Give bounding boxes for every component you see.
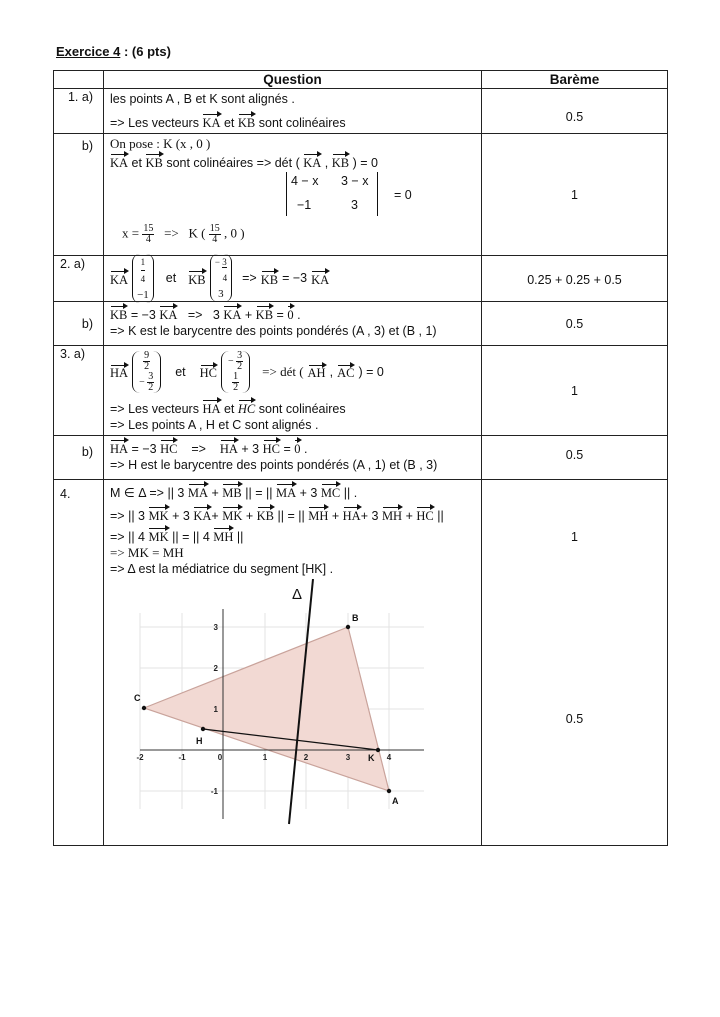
text: et <box>223 116 235 130</box>
vector-KA: KA <box>303 152 321 171</box>
text: , 0 ) <box>223 225 245 241</box>
row-1b <box>54 134 668 256</box>
text: ) = 0 <box>358 365 384 379</box>
question-cell <box>104 346 482 436</box>
entry: 4 <box>140 273 146 284</box>
text: || . <box>343 486 358 500</box>
points-cell: 0.5 <box>482 89 668 134</box>
denominator: 4 <box>222 273 228 283</box>
det-equals: = 0 <box>394 188 412 202</box>
vector-HC: HC <box>416 505 433 524</box>
x-tick: 0 <box>217 753 223 762</box>
arrow: => <box>242 271 257 285</box>
vector-AC: AC <box>337 363 354 381</box>
numerator: 3 <box>237 350 243 361</box>
arrow: => <box>164 225 179 241</box>
vector-MC: MC <box>321 482 340 501</box>
points-cell: 0.25 + 0.25 + 0.5 <box>482 256 668 302</box>
points-cell: 0.5 <box>482 436 668 480</box>
column-vector <box>221 351 250 393</box>
text-line <box>110 304 475 323</box>
text: = −3 <box>282 271 308 285</box>
vector-MB: MB <box>222 482 241 501</box>
numerator: 3 <box>148 371 154 382</box>
vector-MA: MA <box>188 482 208 501</box>
text-line: les points A , B et K sont alignés . <box>110 92 295 106</box>
x-tick: 2 <box>303 753 309 762</box>
vector-KA: KA <box>110 269 128 288</box>
question-header: Question <box>104 71 482 89</box>
fraction <box>147 372 154 393</box>
vector-MA: MA <box>276 482 296 501</box>
point-A <box>387 789 391 793</box>
vector-KB: KB <box>332 152 349 171</box>
row-2b <box>54 302 668 346</box>
entry: 1 <box>141 254 146 271</box>
vector-KB: KB <box>238 112 255 131</box>
entry: − $\frac{3}{2}$ <box>139 371 154 393</box>
fraction <box>236 351 243 372</box>
y-tick: 1 <box>213 705 218 714</box>
x-tick: -1 <box>178 753 186 762</box>
vector-zero: 0 <box>287 304 293 323</box>
vector-KA: KA <box>193 505 211 524</box>
vector-HA: HA <box>110 363 128 381</box>
solution-line <box>122 224 245 245</box>
question-cell <box>104 302 482 346</box>
row-1a <box>54 89 668 134</box>
det-cell: 3 <box>351 198 358 212</box>
text: et <box>175 365 186 379</box>
vector-column <box>221 351 250 393</box>
row-3a <box>54 346 668 436</box>
vector-HA: HA <box>343 505 361 524</box>
text: et <box>223 402 235 416</box>
x-tick: 4 <box>386 753 392 762</box>
denominator: 2 <box>148 382 154 393</box>
fraction <box>142 224 154 245</box>
text: K ( <box>188 225 206 241</box>
arrow: => <box>191 442 206 456</box>
row-3b <box>54 436 668 480</box>
row-number: b) <box>54 134 104 256</box>
y-tick: 3 <box>213 623 218 632</box>
denominator: 4 <box>212 234 218 245</box>
bareme-header: Barème <box>482 71 668 89</box>
text: || <box>437 509 444 523</box>
fraction <box>232 372 239 393</box>
numerator: 1 <box>233 371 239 382</box>
label-B: B <box>352 613 359 623</box>
vector-HA: HA <box>220 438 238 457</box>
fraction <box>209 224 221 245</box>
point-C <box>142 706 146 710</box>
text: + <box>211 509 219 523</box>
y-tick: 2 <box>213 664 218 673</box>
empty-header-cell <box>54 71 104 89</box>
vector-HC: HC <box>160 438 177 457</box>
label-C: C <box>134 693 141 703</box>
vector-MK: MK <box>148 526 168 545</box>
vector-column <box>132 351 161 393</box>
text: = −3 <box>131 442 157 456</box>
vector-KA: KA <box>223 304 241 323</box>
vector-KA: KA <box>110 152 128 171</box>
text-line <box>110 112 475 131</box>
label-A: A <box>392 796 399 806</box>
exercise-points: : (6 pts) <box>120 44 171 59</box>
text: || = || <box>245 486 273 500</box>
table-header-row <box>54 71 668 89</box>
denominator: 4 <box>145 234 151 245</box>
text: => Les vecteurs <box>110 116 199 130</box>
entry: − $\frac{3}{2}$ <box>228 350 243 372</box>
text: . <box>297 308 301 322</box>
vector-KB: KB <box>110 304 127 323</box>
denominator: 2 <box>144 361 150 372</box>
entry: − 3 <box>214 257 227 267</box>
text: M ∈ Δ => || 3 <box>110 486 185 500</box>
denominator: 2 <box>233 382 239 393</box>
text: + 3 <box>299 486 318 500</box>
vector-KA: KA <box>159 304 177 323</box>
graph-container <box>110 577 475 839</box>
row-4 <box>54 480 668 846</box>
text: => || 4 <box>110 530 145 544</box>
text: + <box>245 509 254 523</box>
vector-zero: 0 <box>294 438 300 457</box>
text-line: On pose : K (x , 0 ) <box>110 136 211 151</box>
text: + 3 <box>172 509 190 523</box>
points-cell: 1 <box>482 346 668 436</box>
text: sont colinéaires => dét ( <box>166 156 300 170</box>
label-H: H <box>196 736 203 746</box>
vector-KB: KB <box>261 269 278 288</box>
det-cell: −1 <box>297 198 312 212</box>
numerator: 3 <box>222 257 227 267</box>
text-line: => MK = MH <box>110 545 184 560</box>
text-line <box>110 526 475 545</box>
text: ) = 0 <box>352 156 378 170</box>
text: + <box>331 509 340 523</box>
vector-MH: MH <box>308 505 328 524</box>
arrow: => <box>187 308 203 322</box>
label-K: K <box>368 753 375 763</box>
text: 3 <box>212 308 220 322</box>
points-value: 0.5 <box>565 712 584 726</box>
text: = −3 <box>130 308 156 322</box>
vector-HC: HC <box>200 363 217 381</box>
text: + <box>405 509 413 523</box>
x-label: x = <box>122 225 140 241</box>
text: + 3 <box>241 442 260 456</box>
text-line: HA $\frac{9}{2}$ − $\frac{3}{2}$ et HC − $\frac{3}{2}$ $\frac{1}{2}$ => dét ( AH , AC ) = 0 <box>110 350 384 393</box>
entry: 3 <box>218 288 224 300</box>
row-number: b) <box>54 302 104 346</box>
y-tick: -1 <box>210 787 218 796</box>
vector-MK: MK <box>222 505 242 524</box>
vector-column <box>210 254 233 302</box>
text: et <box>131 156 142 170</box>
fraction <box>143 351 150 372</box>
question-cell <box>104 134 482 256</box>
x-tick: 3 <box>345 753 351 762</box>
text-line <box>110 482 475 501</box>
text-line <box>110 505 475 524</box>
text-line <box>110 438 475 457</box>
exercise-title <box>56 44 171 59</box>
points-value: 1 <box>571 530 578 544</box>
delta-label: Δ <box>292 586 303 603</box>
text: => dét ( <box>262 364 304 379</box>
row-number: 1. a) <box>54 89 104 134</box>
row-number: b) <box>54 436 104 480</box>
point-H <box>201 727 205 731</box>
vector-KB: KB <box>145 152 162 171</box>
x-tick: 1 <box>262 753 268 762</box>
vector-MK: MK <box>148 505 168 524</box>
vector-KA: KA <box>311 269 329 288</box>
text-line: => Les points A , H et C sont alignés . <box>110 418 319 432</box>
triangle-ABC <box>144 627 389 791</box>
row-2a <box>54 256 668 302</box>
text: + <box>211 486 219 500</box>
text-line: => H est le barycentre des points pondérés (A , 1) et (B , 3) <box>110 458 438 472</box>
exercise-table <box>53 70 668 846</box>
text: sont colinéaires <box>258 402 346 416</box>
text-line: => Δ est la médiatrice du segment [HK] . <box>110 562 334 576</box>
text: et <box>165 271 177 285</box>
point-K <box>376 748 380 752</box>
row-number: 4. <box>54 480 104 846</box>
question-cell <box>104 256 482 302</box>
text: + <box>244 308 253 322</box>
x-tick: -2 <box>136 753 144 762</box>
question-cell <box>104 480 482 846</box>
vector-KB: KB <box>188 269 205 288</box>
vector-AH: AH <box>308 363 326 381</box>
text: || <box>236 530 244 544</box>
text: sont colinéaires <box>258 116 346 130</box>
column-vector <box>132 254 154 303</box>
text: => || 3 <box>110 509 145 523</box>
text: || = || <box>277 509 305 523</box>
text-line: KA et KB sont colinéaires => dét ( KA , KB ) = 0 <box>110 152 475 171</box>
text-line <box>110 398 475 417</box>
vector-KB: KB <box>256 304 273 323</box>
vector-HA: HA <box>110 438 128 457</box>
vector-MH: MH <box>213 526 233 545</box>
vector-column <box>132 254 154 303</box>
text: = <box>276 308 284 322</box>
column-vector <box>210 254 233 302</box>
text: = <box>283 442 291 456</box>
text-line <box>110 256 475 301</box>
points-cell: 1 <box>482 134 668 256</box>
text: || = || 4 <box>172 530 210 544</box>
question-cell <box>104 436 482 480</box>
text: . <box>304 442 308 456</box>
det-cell: 3 − x <box>341 174 369 188</box>
denominator: 2 <box>237 361 243 372</box>
column-vector <box>132 351 161 393</box>
entry: −1 <box>137 288 149 301</box>
geometry-graph <box>134 579 434 837</box>
text: + 3 <box>360 509 379 523</box>
vector-HC: HC <box>263 438 280 457</box>
numerator: 9 <box>144 350 150 361</box>
row-number: 3. a) <box>54 346 104 436</box>
det-cell: 4 − x <box>291 174 319 188</box>
text-line: => K est le barycentre des points pondérés (A , 3) et (B , 1) <box>110 324 437 338</box>
numerator: 15 <box>143 223 154 234</box>
points-cell: 0.5 <box>482 302 668 346</box>
question-cell <box>104 89 482 134</box>
vector-HC: HC <box>238 398 255 417</box>
vector-HA: HA <box>202 398 220 417</box>
vector-KB: KB <box>257 505 274 524</box>
point-B <box>346 625 350 629</box>
text: => Les vecteurs <box>110 402 199 416</box>
determinant <box>286 172 378 216</box>
exercise-label: Exercice 4 <box>56 44 121 59</box>
row-number: 2. a) <box>54 256 104 302</box>
vector-KA: KA <box>202 112 220 131</box>
vector-MH: MH <box>382 505 402 524</box>
points-cell <box>482 480 668 846</box>
numerator: 15 <box>209 223 220 234</box>
